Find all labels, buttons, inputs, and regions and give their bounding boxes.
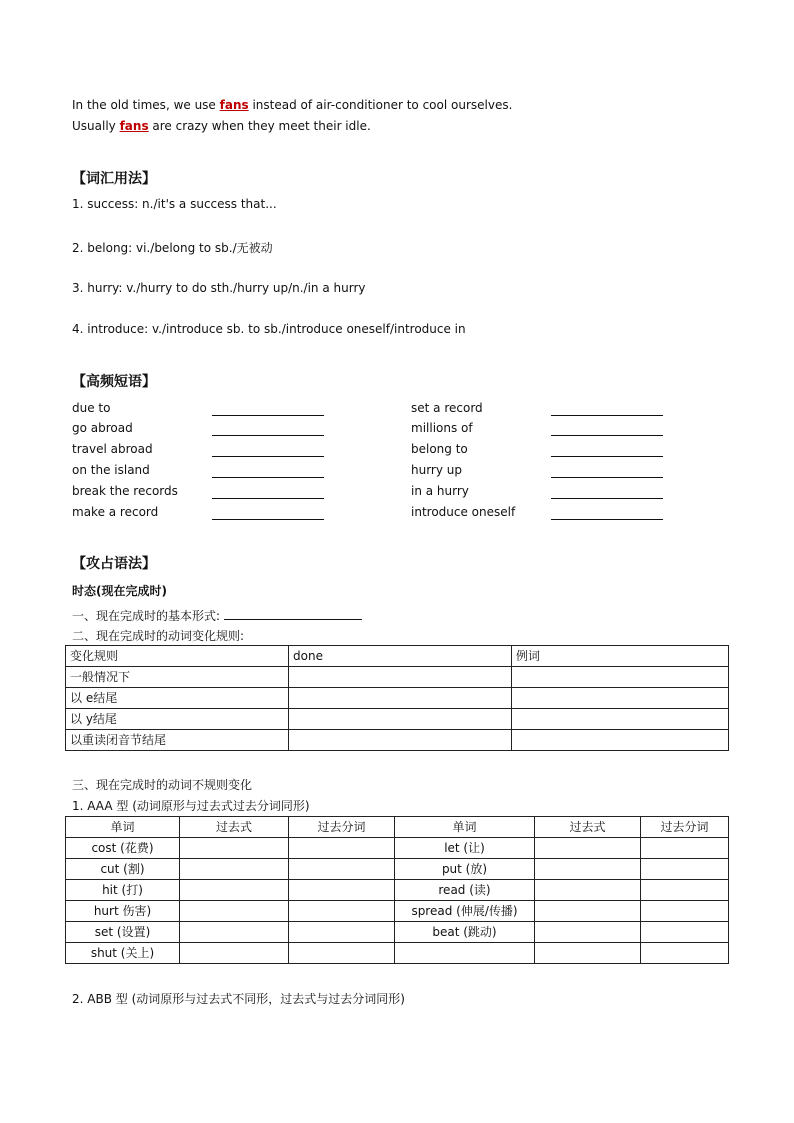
phrase-item: belong to [411,442,468,456]
answer-blank[interactable] [212,477,324,478]
table-header: 单词 [395,817,535,838]
table-cell: cost (花费) [66,838,180,859]
intro-sentence-1 [72,98,512,112]
table-row [66,943,729,964]
table-header: done [289,646,512,667]
answer-cell[interactable] [535,838,641,859]
answer-cell[interactable] [180,838,289,859]
table-header: 过去式 [535,817,641,838]
answer-cell[interactable] [289,730,512,751]
table-header: 过去分词 [289,817,395,838]
rules-table [65,645,729,751]
table-cell: hurt 伤害) [66,901,180,922]
answer-cell[interactable] [180,943,289,964]
phrase-item: hurry up [411,463,463,477]
phrase-item: due to [72,401,111,415]
table-row [66,922,729,943]
answer-blank[interactable] [212,456,324,457]
phrases-heading: 【高频短语】 [72,374,156,390]
vocab-item: 1. success: n./it's a success that... [72,197,277,211]
table-header: 过去式 [180,817,289,838]
answer-blank[interactable] [212,519,324,520]
table-row [66,859,729,880]
answer-cell[interactable] [535,922,641,943]
answer-cell[interactable] [535,880,641,901]
vocab-item: 2. belong: vi./belong to sb./无被动 [72,241,273,255]
answer-cell[interactable] [535,943,641,964]
answer-cell[interactable] [289,838,395,859]
answer-cell[interactable] [641,859,729,880]
answer-cell[interactable] [180,880,289,901]
table-cell: spread (伸展/传播) [395,901,535,922]
table-row [66,709,729,730]
table-row [66,880,729,901]
answer-cell[interactable] [180,922,289,943]
phrase-item: travel abroad [72,442,153,456]
highlight-word: fans [219,98,249,112]
table-cell: 以 y结尾 [66,709,289,730]
answer-cell[interactable] [512,667,729,688]
question-1-text: 一、现在完成时的基本形式: [72,609,221,623]
intro-text: In the old times, we use [72,98,220,112]
table-header: 例词 [512,646,729,667]
question-3: 三、现在完成时的动词不规则变化 [72,778,253,792]
intro-sentence-2 [72,119,371,133]
answer-cell[interactable] [289,943,395,964]
answer-blank[interactable] [551,519,663,520]
answer-cell[interactable] [641,880,729,901]
answer-blank[interactable] [212,498,324,499]
aaa-title: 1. AAA 型 (动词原形与过去式过去分词同形) [72,799,310,813]
table-row [66,838,729,859]
phrase-item: in a hurry [411,484,469,498]
vocab-item: 3. hurry: v./hurry to do sth./hurry up/n./in a hurry [72,281,366,295]
table-row [66,901,729,922]
table-cell: hit (打) [66,880,180,901]
table-cell: set (设置) [66,922,180,943]
phrase-item: on the island [72,463,150,477]
answer-cell[interactable] [289,922,395,943]
phrase-item: go abroad [72,421,133,435]
table-cell: beat (跳动) [395,922,535,943]
table-header: 变化规则 [66,646,289,667]
answer-cell[interactable] [535,901,641,922]
phrase-item: introduce oneself [411,505,516,519]
table-cell: 一般情况下 [66,667,289,688]
highlight-word: fans [119,119,149,133]
table-header-row [66,646,729,667]
table-cell: 以重读闭音节结尾 [66,730,289,751]
answer-cell[interactable] [289,667,512,688]
answer-cell[interactable] [289,901,395,922]
table-row [66,730,729,751]
question-1 [72,606,362,624]
intro-text: are crazy when they meet their idle. [148,119,371,133]
table-cell: shut (关上) [66,943,180,964]
table-cell: cut (割) [66,859,180,880]
answer-cell[interactable] [641,838,729,859]
answer-cell[interactable] [289,859,395,880]
answer-cell[interactable] [512,709,729,730]
answer-blank[interactable] [551,415,663,416]
answer-blank[interactable] [551,435,663,436]
vocab-heading: 【词汇用法】 [72,171,156,187]
table-cell: let (让) [395,838,535,859]
answer-cell[interactable] [289,880,395,901]
answer-cell[interactable] [641,901,729,922]
answer-cell[interactable] [641,922,729,943]
table-cell: 以 e结尾 [66,688,289,709]
answer-cell[interactable] [289,709,512,730]
answer-blank[interactable] [551,498,663,499]
table-cell [395,943,535,964]
answer-blank[interactable] [224,606,362,620]
table-header-row [66,817,729,838]
answer-blank[interactable] [551,456,663,457]
table-cell: read (读) [395,880,535,901]
grammar-heading: 【攻占语法】 [72,556,156,572]
table-cell: put (放) [395,859,535,880]
answer-cell[interactable] [180,901,289,922]
phrase-item: set a record [411,401,483,415]
table-row [66,667,729,688]
answer-cell[interactable] [512,730,729,751]
answer-cell[interactable] [289,688,512,709]
table-header: 单词 [66,817,180,838]
answer-cell[interactable] [641,943,729,964]
table-row [66,688,729,709]
verbs-table [65,816,729,964]
vocab-item: 4. introduce: v./introduce sb. to sb./introduce oneself/introduce in [72,322,466,336]
answer-blank[interactable] [212,415,324,416]
answer-cell[interactable] [535,859,641,880]
answer-blank[interactable] [551,477,663,478]
abb-title: 2. ABB 型 (动词原形与过去式不同形，过去式与过去分词同形) [72,992,405,1006]
phrase-item: millions of [411,421,473,435]
intro-text: Usually [72,119,120,133]
question-2: 二、现在完成时的动词变化规则: [72,629,245,643]
phrase-item: make a record [72,505,159,519]
table-header: 过去分词 [641,817,729,838]
intro-text: instead of air-conditioner to cool ourselves. [248,98,513,112]
answer-blank[interactable] [212,435,324,436]
phrase-item: break the records [72,484,178,498]
answer-cell[interactable] [180,859,289,880]
answer-cell[interactable] [512,688,729,709]
tense-title: 时态(现在完成时) [72,584,167,598]
